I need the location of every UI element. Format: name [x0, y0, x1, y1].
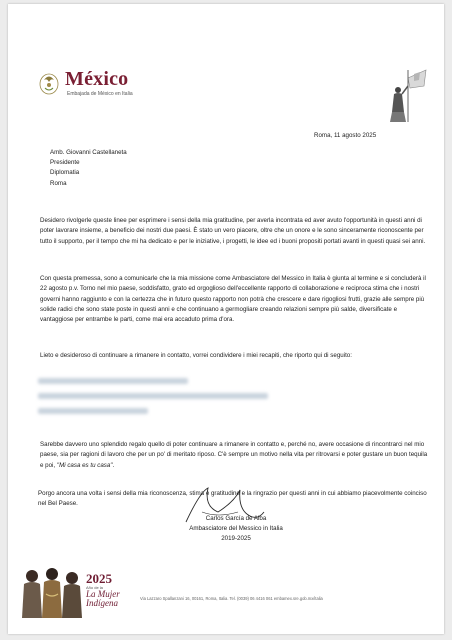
campaign-caption: Año de la [86, 585, 103, 590]
campaign-year: 2025 [86, 571, 112, 586]
letter-date: Roma, 11 agosto 2025 [314, 132, 377, 139]
paragraph-4-quote: "Mi casa es tu casa" [56, 461, 113, 469]
logo-subtitle: Embajada de México en Italia [67, 91, 133, 97]
body-paragraph-2: Con questa premessa, sono a comunicarle che la mia missione come Ambasciatore del Messico in Italia è giunta al termine e si concluderà il 22 agosto p.v. Torno nel mio paese, soddisfatto, grato ed orgoglioso dell'eccellente rapporto di collaborazione e reciproca stima che i nostri governi hanno raggiunto e con la certezza che in futuro questo rapporto non potrà che crescere e dare rigogliosi frutti, grazie alle sempre più solide radici che sono state poste in questi anni e che continuano a germogliare creando relazioni sempre più salde, diversificate e vantaggiose per entrambe le parti, come mai era accaduto prima d'ora. [40, 275, 426, 324]
embassy-address: Via Lazzaro Spallanzani 16, 00161, Roma, Italia. Tel. (0039) 06 4416 061 embamex.sre.gob.mx/italia [140, 596, 323, 601]
redacted-contact-line-3 [38, 408, 148, 414]
mexican-eagle-emblem-icon [38, 68, 60, 96]
signatory-years: 2019-2025 [221, 535, 251, 542]
campaign-name: La Mujer Indígena [86, 589, 120, 608]
signatory-role: Ambasciatore del Messico in Italia [189, 525, 283, 532]
paragraph-4-end: . [112, 461, 115, 469]
body-paragraph-4 [40, 440, 428, 471]
redacted-contact-line-2 [38, 393, 268, 399]
paragraph-4-text: Sarebbe davvero uno splendido regalo quello di poter continuare a rimanere in contatto e, perché no, avere occasione di rincontrarci nel mio paese, sia per ragioni di lavoro che per un po' di meritato riposo. C'è sempre un motivo nella vita per ritrovarsi e poter gustare un buon tequila e poi, [40, 441, 428, 469]
letter-page [8, 4, 444, 634]
logo-title: México [65, 68, 129, 90]
recipient-name: Amb. Giovanni Castellaneta [50, 149, 127, 156]
recipient-organization: Diplomatia [50, 169, 80, 177]
body-paragraph-3: Lieto e desideroso di continuare a rimanere in contatto, vorrei condividere i miei recapiti, che riporto qui di seguito: [40, 352, 352, 359]
embassy-logo [38, 68, 160, 106]
angel-statue-icon [384, 60, 430, 130]
indigenous-women-illustration-icon [20, 564, 84, 620]
body-paragraph-1: Desidero rivolgerle queste linee per esprimere i sensi della mia gratitudine, per averla incontrata ed aver avuto l'opportunità in questi anni di poter lavorare insieme, a beneficio dei nostri due paesi. È stato un vero piacere, oltre che un onore e le sono sinceramente riconoscente per tutto il supporto, per il tempo che mi ha dedicato e per le iniziative, i progetti, le idee ed i buoni propositi portati avanti in questi quasi sei anni. [40, 217, 426, 245]
recipient-block [50, 148, 127, 189]
recipient-city: Roma [50, 179, 67, 187]
campaign-badge [86, 572, 144, 618]
letter-footer [8, 564, 444, 624]
recipient-title: Presidente [50, 159, 80, 167]
signatory-name: Carlos García de Alba [205, 515, 267, 522]
closing-paragraph: Porgo ancora una volta i sensi della mia riconoscenza, stima e gratitudine e la ringrazio per questi anni in cui abbiamo piacevolmente coinciso nel Bel Paese. [38, 490, 427, 508]
redacted-contact-line-1 [38, 378, 188, 384]
